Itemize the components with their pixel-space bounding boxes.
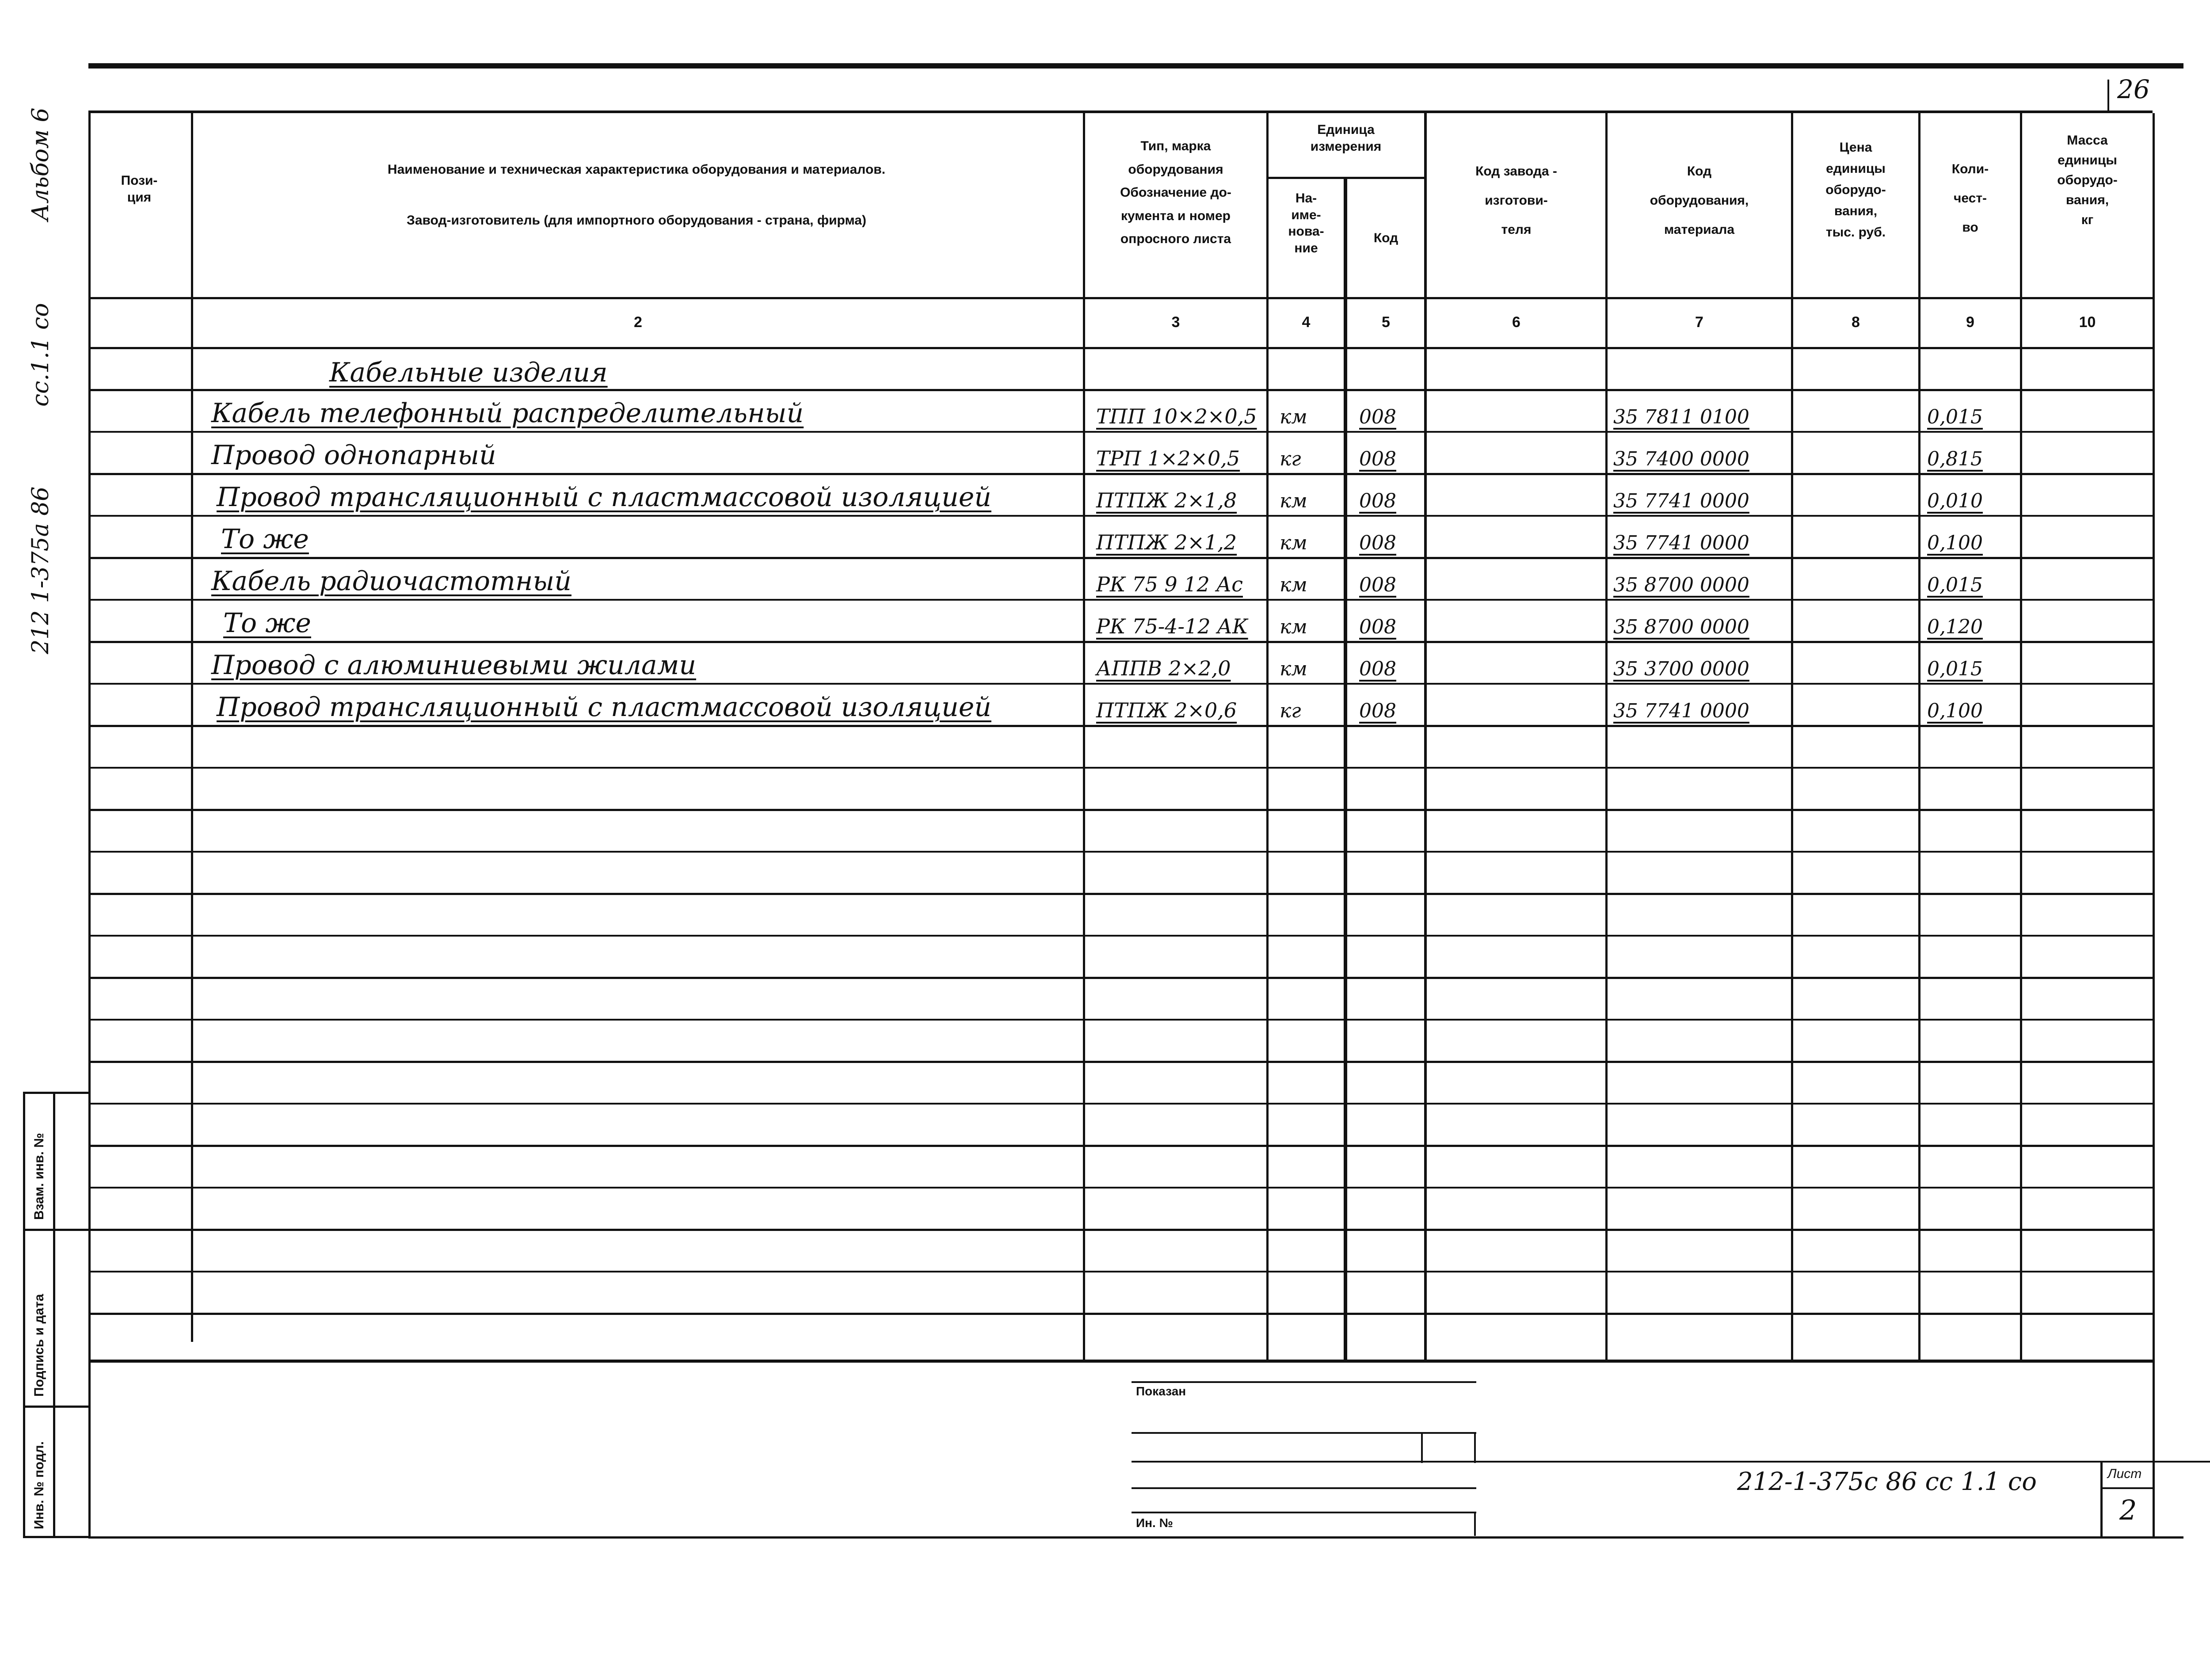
row-quantity: 0,815 [1927, 448, 1983, 470]
row-unit-code: 008 [1359, 700, 1396, 722]
row-rule [88, 1103, 2153, 1105]
header-factory-code: Код завода - изготови- теля [1475, 164, 1557, 237]
document-code: 212-1-375с 86 сс 1.1 со [1737, 1467, 2037, 1496]
row-rule [88, 389, 2153, 391]
row-quantity: 0,100 [1927, 532, 1983, 554]
row-rule [88, 1313, 2153, 1315]
colnum-9: 9 [1966, 314, 1974, 331]
row-rule [88, 935, 2153, 937]
col-line-right [2153, 113, 2155, 1536]
stamp-div-1 [23, 1229, 89, 1231]
corner-tick [2107, 80, 2109, 110]
row-rule [88, 515, 2153, 517]
row-type: ПТПЖ 2×1,2 [1096, 530, 1237, 554]
row-unit: км [1280, 574, 1307, 596]
row-type: АППВ 2×2,0 [1096, 656, 1231, 680]
row-type: ТРП 1×2×0,5 [1096, 446, 1240, 470]
row-name: Провод однопарный [211, 440, 496, 471]
row-quantity: 0,010 [1927, 490, 1983, 512]
header-unit-code: Код [1373, 231, 1398, 245]
row-unit-code: 008 [1359, 448, 1396, 470]
col-line-left [88, 113, 91, 1536]
row-quantity: 0,015 [1927, 658, 1983, 680]
col-line-6-7 [1605, 113, 1608, 1360]
tb-rule-3 [1132, 1461, 2210, 1463]
col-line-4-5 [1344, 177, 1347, 1361]
row-rule [88, 1271, 2153, 1272]
row-equipment-code: 35 7741 0000 [1613, 490, 1749, 512]
col-line-3-4 [1266, 113, 1269, 1360]
row-equipment-code: 35 8700 0000 [1613, 574, 1749, 596]
inv-label: Ин. № [1136, 1516, 1173, 1530]
row-unit: км [1280, 616, 1307, 638]
row-rule [88, 725, 2153, 727]
row-equipment-code: 35 7400 0000 [1613, 448, 1749, 470]
row-name: Провод трансляционный с пластмассовой изоляцией [217, 482, 991, 513]
row-type: РК 75 9 12 Ас [1096, 572, 1243, 596]
col-line-7-8 [1791, 113, 1793, 1360]
tb-vline-2 [1421, 1432, 1423, 1463]
row-equipment-code: 35 7741 0000 [1613, 700, 1749, 722]
row-name: Кабель телефонный распределительный [211, 398, 804, 429]
row-quantity: 0,100 [1927, 700, 1983, 722]
header-position: Пози- ция [121, 173, 158, 205]
header-mass: Масса единицы оборудо- вания, кг [2057, 133, 2118, 227]
tb-vline-1 [1474, 1432, 1476, 1463]
stamp-label-original-inv: Инв. № подл. [32, 1441, 46, 1529]
stamp-label-signature-date: Подпись и дата [32, 1294, 46, 1397]
row-type: ПТПЖ 2×1,8 [1096, 488, 1237, 512]
col-line-8-9 [1918, 113, 1920, 1360]
row-rule [88, 1187, 2153, 1189]
header-type: Тип, марка оборудования Обозначение до- кумента и номер опросного листа [1120, 139, 1231, 246]
sheet-label: Лист [2107, 1467, 2142, 1481]
title-block-bottom [88, 1536, 2183, 1539]
header-unit-group: Единица измерения [1310, 122, 1382, 154]
row-rule [88, 1061, 2153, 1063]
row-type: РК 75-4-12 АК [1096, 614, 1248, 638]
row-unit-code: 008 [1359, 532, 1396, 554]
row-rule [88, 557, 2153, 559]
stamp-div-2 [23, 1406, 89, 1408]
row-rule [88, 851, 2153, 853]
row-rule [88, 431, 2153, 433]
colnum-bottom-rule [88, 347, 2153, 349]
stamp-bottom [23, 1536, 89, 1538]
margin-code-2: сс.1.1 со [27, 303, 54, 407]
row-equipment-code: 35 3700 0000 [1613, 658, 1749, 680]
row-equipment-code: 35 8700 0000 [1613, 616, 1749, 638]
header-name-line2: Завод-изготовитель (для импортного оборудования - страна, фирма) [407, 213, 866, 228]
top-thick-rule [88, 63, 2183, 69]
tb-rule-2 [1132, 1432, 1476, 1434]
row-unit: кг [1280, 700, 1301, 722]
row-unit: км [1280, 658, 1307, 680]
sheet-number: 2 [2119, 1494, 2137, 1526]
row-type: ПТПЖ 2×0,6 [1096, 698, 1237, 722]
header-bottom-rule [88, 297, 2153, 299]
row-rule [88, 1229, 2153, 1231]
row-name: Провод с алюминиевыми жилами [211, 650, 696, 681]
header-price: Цена единицы оборудо- вания, тыс. руб. [1825, 140, 1886, 240]
row-unit: км [1280, 406, 1307, 428]
row-equipment-code: 35 7741 0000 [1613, 532, 1749, 554]
row-quantity: 0,120 [1927, 616, 1983, 638]
row-rule [88, 683, 2153, 685]
page-corner-number: 26 [2117, 74, 2150, 104]
colnum-10: 10 [2079, 314, 2096, 331]
row-rule [88, 893, 2153, 895]
row-rule [88, 767, 2153, 769]
stamp-label-replace-inv: Взам. инв. № [32, 1133, 46, 1220]
row-rule [88, 977, 2153, 979]
title-block-top [88, 1360, 2153, 1363]
row-quantity: 0,015 [1927, 406, 1983, 428]
row-rule [88, 1145, 2153, 1147]
stamp-left-border [23, 1092, 25, 1538]
col-line-9-10 [2020, 113, 2022, 1360]
row-rule [88, 809, 2153, 811]
row-unit-code: 008 [1359, 574, 1396, 596]
tb-rule-4 [1132, 1487, 1476, 1489]
row-unit-code: 008 [1359, 658, 1396, 680]
header-quantity: Коли- чест- во [1951, 162, 1989, 235]
row-unit: км [1280, 490, 1307, 512]
colnum-4: 4 [1302, 314, 1311, 331]
tb-rule-1 [1132, 1381, 1476, 1383]
header-unit-name: На- име- нова- ние [1288, 191, 1324, 255]
row-rule [88, 599, 2153, 601]
colnum-3: 3 [1171, 314, 1180, 331]
sheet-box-mid [2100, 1487, 2153, 1489]
row-name: То же [223, 608, 311, 639]
header-equipment-code: Код оборудования, материала [1650, 164, 1749, 237]
header-top-rule [88, 110, 2153, 113]
row-name: Кабель радиочастотный [211, 566, 572, 597]
row-rule [88, 1019, 2153, 1021]
colnum-2: 2 [634, 314, 642, 331]
row-unit: кг [1280, 448, 1301, 470]
col-line-5-6 [1424, 113, 1427, 1360]
margin-code-3: Альбом 6 [27, 107, 54, 221]
colnum-8: 8 [1852, 314, 1860, 331]
row-unit-code: 008 [1359, 406, 1396, 428]
tb-rule-5 [1132, 1512, 1476, 1513]
row-quantity: 0,015 [1927, 574, 1983, 596]
shown-label: Показан [1136, 1384, 1186, 1398]
row-rule [88, 641, 2153, 643]
sheet-box-left [2100, 1461, 2103, 1537]
unit-group-divider [1266, 177, 1425, 179]
row-unit-code: 008 [1359, 490, 1396, 512]
colnum-6: 6 [1512, 314, 1520, 331]
colnum-7: 7 [1695, 314, 1703, 331]
margin-code-1: 212 1-375а 86 [27, 486, 54, 654]
row-name: Провод трансляционный с пластмассовой изоляцией [217, 692, 991, 723]
col-line-2-3 [1083, 113, 1085, 1360]
tb-vline-3 [1474, 1512, 1476, 1536]
stamp-mid-border [53, 1092, 55, 1538]
header-name-line1: Наименование и техническая характеристика оборудования и материалов. [387, 162, 886, 177]
row-type: ТПП 10×2×0,5 [1096, 404, 1257, 428]
row-rule [88, 473, 2153, 475]
stamp-top [23, 1092, 89, 1094]
row-unit: км [1280, 532, 1307, 554]
row-unit-code: 008 [1359, 616, 1396, 638]
row-name: То же [221, 524, 309, 555]
row-equipment-code: 35 7811 0100 [1613, 406, 1749, 428]
section-title: Кабельные изделия [329, 357, 608, 388]
colnum-5: 5 [1382, 314, 1390, 331]
